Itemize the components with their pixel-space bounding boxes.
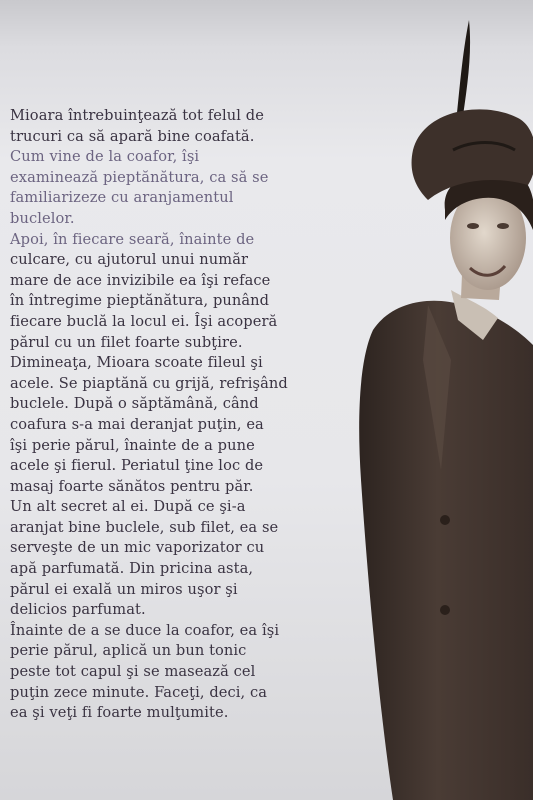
- text-line: părul ei exală un miros uşor şi: [10, 580, 238, 598]
- text-line: Apoi, în fiecare seară, înainte de: [10, 230, 255, 248]
- text-line: delicios parfumat.: [10, 601, 146, 619]
- text-line: buclelor.: [10, 209, 75, 227]
- text-line: ea şi veţi fi foarte mulţumite.: [10, 704, 229, 722]
- text-line: acele. Se piaptănă cu grijă, refrişând: [10, 374, 288, 392]
- text-line: fiecare buclă la locul ei. Îşi acoperă: [10, 312, 278, 330]
- text-line: serveşte de un mic vaporizator cu: [10, 539, 265, 557]
- text-line: mare de ace invizibile ea îşi reface: [10, 271, 271, 289]
- text-line: Înainte de a se duce la coafor, ea îşi: [10, 621, 280, 639]
- text-line: Dimineaţa, Mioara scoate fileul şi: [10, 354, 263, 372]
- text-line: puţin zece minute. Faceţi, deci, ca: [10, 683, 268, 701]
- text-line: buclele. După o săptămână, când: [10, 395, 259, 413]
- text-line: coafura s-a mai deranjat puţin, ea: [10, 415, 264, 433]
- text-line: în întregime pieptănătura, punând: [10, 292, 270, 310]
- text-line: apă parfumată. Din pricina asta,: [10, 560, 254, 578]
- text-line: peste tot capul şi se masează cel: [10, 663, 256, 681]
- vintage-woman-photo: [333, 0, 533, 800]
- text-line: aranjat bine buclele, sub filet, ea se: [10, 518, 279, 536]
- text-line: examinează pieptănătura, ca să se: [10, 168, 269, 186]
- text-line: trucuri ca să apară bine coafată.: [10, 127, 255, 145]
- text-line: perie părul, aplică un bun tonic: [10, 642, 247, 660]
- text-line: Mioara întrebuinţează tot felul de: [10, 107, 264, 124]
- text-line: culcare, cu ajutorul unui număr: [10, 251, 249, 269]
- text-line: acele şi fierul. Periatul ţine loc de: [10, 457, 264, 475]
- text-line: Un alt secret al ei. După ce şi-a: [10, 498, 246, 516]
- text-line: părul cu un filet foarte subţire.: [10, 333, 243, 351]
- text-line: Cum vine de la coafor, îşi: [10, 148, 200, 166]
- article-text: [10, 106, 340, 724]
- text-line: îşi perie părul, înainte de a pune: [10, 436, 255, 454]
- text-line: masaj foarte sănătos pentru păr.: [10, 477, 254, 495]
- text-line: familiarizeze cu aranjamentul: [10, 189, 234, 207]
